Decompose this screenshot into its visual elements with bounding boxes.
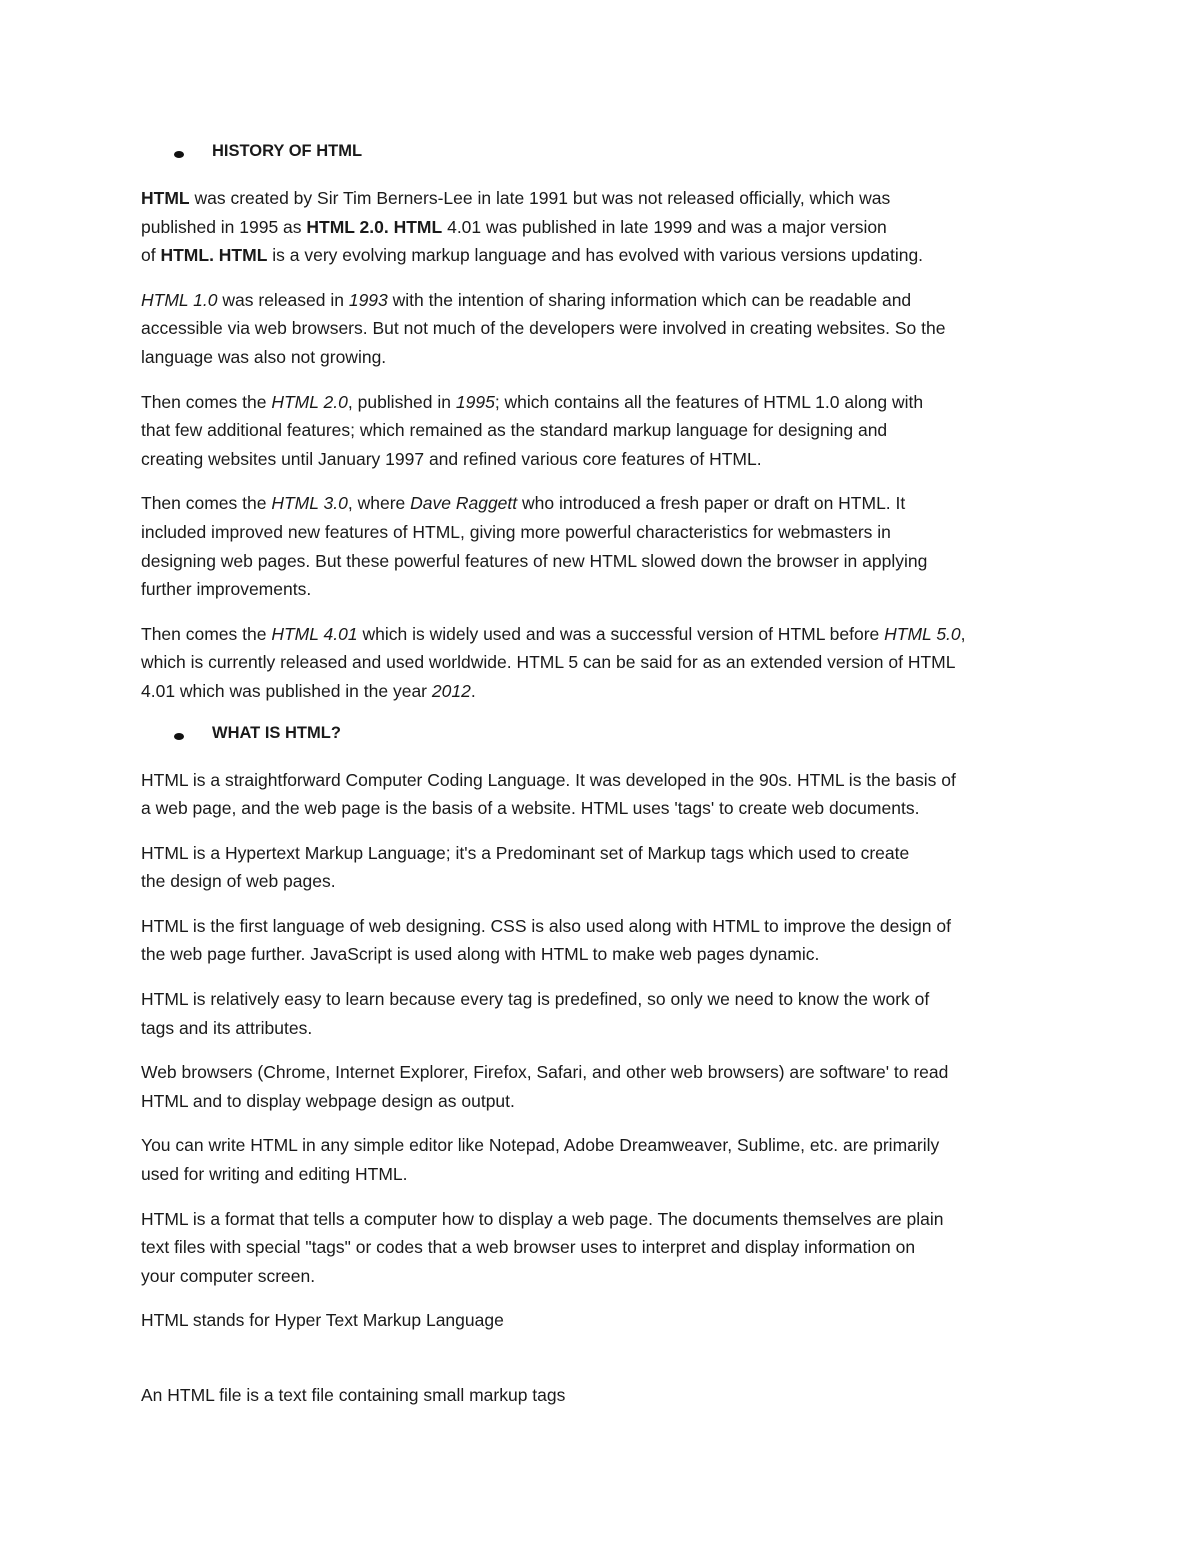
paragraph-line [141,620,1061,649]
what-paragraph-7 [141,1205,1061,1291]
paragraph-line: HTML stands for Hyper Text Markup Language [141,1310,504,1331]
paragraph-line: You can write HTML in any simple editor like Notepad, Adobe Dreamweaver, Sublime, etc. are primarily [141,1135,940,1156]
paragraph-line: designing web pages. But these powerful features of new HTML slowed down the browser in applying [141,550,928,571]
paragraph-line: which is currently released and used worldwide. HTML 5 can be said for as an extended version of HTML [141,652,956,673]
what-paragraph-9 [141,1381,1061,1410]
italic-text: 2012 [431,680,471,701]
paragraph-line: HTML is a straightforward Computer Coding Language. It was developed in the 90s. HTML is the basis of [141,769,956,790]
text-run: 4.01 was published in late 1999 and was a major version [442,216,887,237]
paragraph-line [141,388,1061,417]
paragraph-line [141,489,1061,518]
text-run: Then comes the [141,623,272,644]
text-run: 4.01 which was published in the year [141,680,432,701]
paragraph-line [141,241,1061,270]
paragraph-line: further improvements. [141,579,312,600]
text-run: published in 1995 as [141,216,307,237]
text-run: , published in [347,391,456,412]
what-heading: WHAT IS HTML? [212,723,341,742]
bold-text: HTML [141,188,190,208]
text-run: . [470,680,476,701]
paragraph-line: HTML is relatively easy to learn because every tag is predefined, so only we need to know the work of [141,989,930,1010]
text-run: Then comes the [141,493,272,514]
document-body [141,140,1061,1426]
paragraph-line: text files with special "tags" or codes that a web browser uses to interpret and display information on [141,1237,916,1258]
paragraph-line: HTML is a Hypertext Markup Language; it's a Predominant set of Markup tags which used to create [141,842,910,863]
history-paragraph-1 [141,184,1061,270]
what-heading-row [141,722,1061,750]
paragraph-line: HTML is the first language of web designing. CSS is also used along with HTML to improve the design of [141,915,951,936]
paragraph-line: the design of web pages. [141,871,336,892]
bold-text: 2.0. [354,216,394,237]
paragraph-line: your computer screen. [141,1265,316,1286]
italic-text: 1993 [348,289,388,310]
text-run: with the intention of sharing information which can be readable and [387,289,912,310]
what-paragraph-4 [141,985,1061,1042]
what-paragraph-5 [141,1058,1061,1115]
italic-text: HTML 3.0 [271,493,348,514]
bold-text: HTML. HTML [160,245,268,266]
paragraph-line: tags and its attributes. [141,1017,313,1038]
paragraph-line [141,184,1061,213]
text-run: was released in [217,289,349,310]
text-run: who introduced a fresh paper or draft on HTML. It [517,493,906,514]
italic-text: HTML 4.01 [271,623,358,644]
paragraph-line: HTML and to display webpage design as output. [141,1090,515,1111]
history-heading-row [141,140,1061,168]
what-paragraph-3 [141,912,1061,969]
italic-text: HTML 5.0 [884,623,961,644]
paragraph-line [141,677,1061,706]
history-paragraph-5 [141,620,1061,706]
text-run: , where [347,493,411,514]
paragraph-line: included improved new features of HTML, giving more powerful characteristics for webmasters in [141,521,891,542]
what-paragraph-6 [141,1131,1061,1188]
bullet-icon [174,151,184,158]
text-run: , [960,623,966,644]
paragraph-line: that few additional features; which remained as the standard markup language for designing and [141,420,888,441]
blank-line [141,1351,1061,1381]
paragraph-line: accessible via web browsers. But not much of the developers were involved in creating websites. So the [141,318,946,339]
italic-text: 1995 [455,391,495,412]
bold-text: HTML [306,216,355,237]
italic-text: Dave Raggett [410,493,518,514]
paragraph-line: HTML is a format that tells a computer how to display a web page. The documents themselves are plain [141,1208,944,1229]
paragraph-line [141,213,1061,242]
paragraph-line: used for writing and editing HTML. [141,1164,408,1185]
paragraph-line [141,286,1061,315]
text-run: of [141,245,161,266]
paragraph-line: a web page, and the web page is the basis of a website. HTML uses 'tags' to create web documents. [141,798,920,819]
text-run: ; which contains all the features of HTML 1.0 along with [494,391,924,412]
italic-text: HTML 1.0 [141,289,218,310]
history-paragraph-3 [141,388,1061,474]
what-paragraph-8 [141,1306,1061,1335]
paragraph-line: creating websites until January 1997 and refined various core features of HTML. [141,448,762,469]
bullet-icon [174,733,184,740]
text-run: is a very evolving markup language and has evolved with various versions updating. [267,245,924,266]
paragraph-line: language was also not growing. [141,346,387,367]
text-run: which is widely used and was a successful version of HTML before [357,623,885,644]
bold-text: HTML [393,216,443,237]
italic-text: HTML 2.0 [271,391,348,412]
history-heading: HISTORY OF HTML [212,142,363,160]
paragraph-line: An HTML file is a text file containing small markup tags [141,1385,566,1405]
history-paragraph-2 [141,286,1061,372]
history-paragraph-4 [141,489,1061,603]
text-run: was created by Sir Tim Berners-Lee in late 1991 but was not released officially, which was [189,188,891,208]
text-run: Then comes the [141,391,272,412]
paragraph-line: Web browsers (Chrome, Internet Explorer, Firefox, Safari, and other web browsers) are software' to read [141,1062,949,1083]
paragraph-line: the web page further. JavaScript is used along with HTML to make web pages dynamic. [141,944,820,965]
what-paragraph-1 [141,766,1061,823]
what-paragraph-2 [141,839,1061,896]
